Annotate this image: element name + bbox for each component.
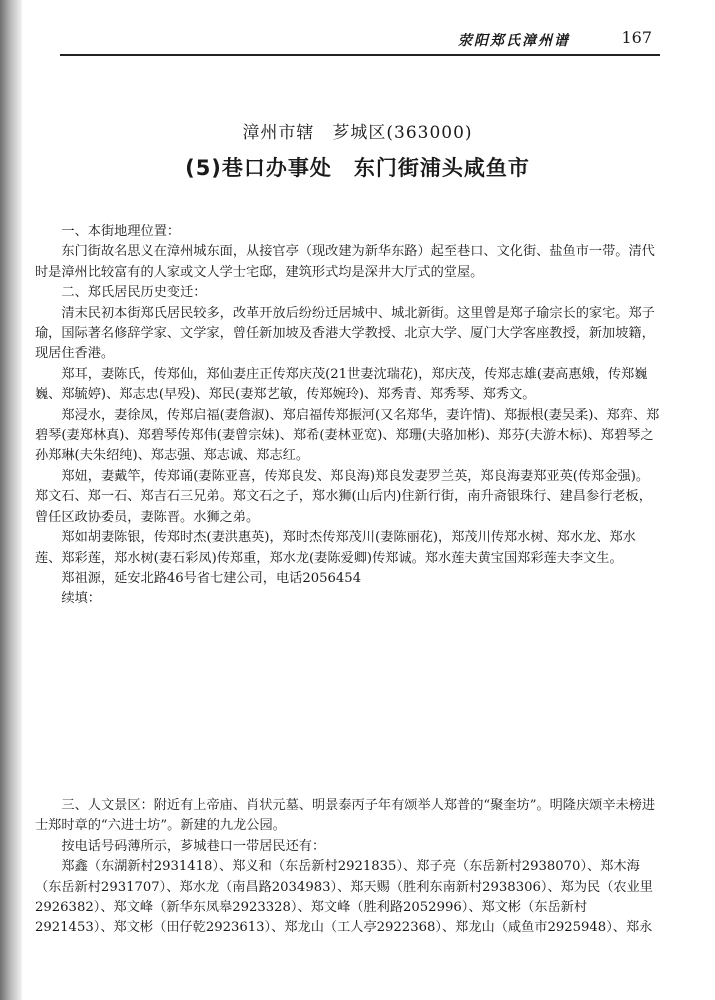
body-text-top [35,222,660,610]
section-title: (5)巷口办事处 东门街浦头咸鱼市 [185,156,530,180]
scan-edge-shadow [0,0,22,1000]
running-header [60,28,660,56]
paragraph-location: 东门街故名思义在漳州城东面，从接官亭（现改建为新华东路）起至巷口、文化街、盐鱼市一带。清代时是漳州比较富有的人家或文人学士宅邸，建筑形式均是深井大厅式的堂屋。 [35,244,655,280]
paragraph-history: 清末民初本街郑氏居民较多，改革开放后纷纷迁居城中、城北新街。这里曾是郑子瑜宗长的家宅。郑子瑜，国际著名修辞学家、文学家，曾任新加坡及香港大学教授、北京大学、厦门大学客座教授，新加坡籍，现居住香港。 [35,305,655,362]
book-title: 荥阳郑氏漳州谱 [458,33,570,49]
paragraph-family-3: 郑妞，妻戴竿，传郑诵(妻陈亚喜，传郑良发、郑良海)郑良发妻罗兰英，郑良海妻郑亚英(传郑金强)。郑文石、郑一石、郑吉石三兄弟。郑文石之子，郑水狮(山后内)住新行街，南升斋银珠行、建昌参行老板，曾任区政协委员，妻陈晋。水狮之弟。 [35,468,652,525]
paragraph-continue: 续填： [61,591,101,607]
paragraph-phonebook-list: 郑鑫（东湖新村2931418）、郑义和（东岳新村2921835）、郑子亮（东岳新村2938070）、郑木海（东岳新村2931707）、郑水龙（南昌路2034983）、郑天赐（胜利东南新村2938306）、郑为民（农业里2926382）、郑文峰（新华东凤皋2923328）、郑文峰（胜利路2052996）、郑文彬（东岳新村2921453）、郑文彬（田仔乾2923613）、郑龙山（工人亭2922368）、郑龙山（咸鱼市2925948）、郑永 [35,859,653,936]
paragraph-contact: 郑祖源，延安北路46号省七建公司，电话2056454 [61,570,362,586]
section-subtitle: 漳州市辖 芗城区(363000) [242,123,473,143]
paragraph-family-2: 郑浸水，妻徐凤，传郑启福(妻詹淑)、郑启福传郑振河(又名郑华，妻许情)、郑振根(妻吴柔)、郑弈、郑碧琴(妻郑林真)、郑碧琴传郑伟(妻曾宗妹)、郑希(妻林亚宽)、郑珊(夫骆加彬)、郑芬(夫游木标)、郑碧琴之孙郑琳(夫朱绍纯)、郑志强、郑志诚、郑志红。 [35,407,660,464]
heading-history: 二、郑氏居民历史变迁： [61,285,207,301]
paragraph-landmarks: 三、人文景区：附近有上帝庙、肖状元墓、明景泰丙子年有颂举人郑普的“聚奎坊”。明隆庆颂辛未榜进士郑时章的“六进士坊”。新建的九龙公园。 [35,798,656,834]
paragraph-phonebook-intro: 按电话号码薄所示，芗城巷口一带居民还有： [61,838,326,854]
heading-location: 一、本街地理位置： [61,224,181,239]
paragraph-family-1: 郑耳，妻陈氏，传郑仙，郑仙妻庄正传郑庆茂(21世妻沈瑞花)，郑庆茂，传郑志雄(妻高惠娥，传郑巍巍、郑毓婷)、郑志忠(早殁)、郑民(妻郑艺敏，传郑婉玲)、郑秀青、郑秀琴、郑秀文。 [35,366,648,403]
page-number: 167 [621,28,652,47]
paragraph-family-4: 郑如胡妻陈银，传郑时杰(妻洪惠英)，郑时杰传郑茂川(妻陈丽花)，郑茂川传郑水树、郑水龙、郑水莲、郑彩莲，郑水树(妻石彩凤)传郑重，郑水龙(妻陈爱卿)传郑诚。郑水莲夫黄宝国郑彩莲夫李文生。 [35,530,636,566]
body-text-bottom [35,796,660,939]
